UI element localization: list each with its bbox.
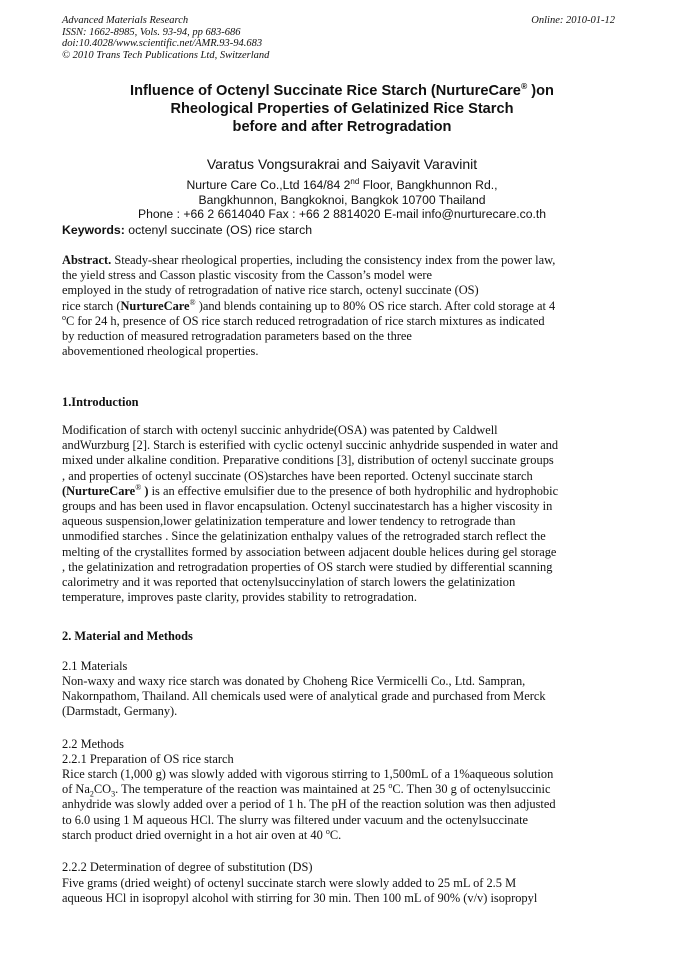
degree-sup: o	[325, 826, 330, 836]
preparation-line: to 6.0 using 1 M aqueous HCl. The slurry was filtered under vacuum and the octenylsuccinate	[62, 812, 529, 827]
copyright-line: © 2010 Trans Tech Publications Ltd, Switzerland	[62, 49, 270, 61]
abstract-line: by reduction of measured retrogradation parameters based on the three	[62, 329, 412, 344]
section-heading-introduction: 1.Introduction	[62, 395, 139, 409]
abstract-line	[62, 314, 614, 329]
abstract-text: C for 24 h, presence of OS rice starch reduced retrogradation of rice starch mixtures as indicated	[66, 313, 545, 328]
intro-line: temperature, improves paste clarity, provides stability to retrogradation.	[62, 590, 417, 605]
online-date: Online: 2010-01-12	[531, 15, 615, 26]
abstract-line: the yield stress and Casson plastic viscosity from the Casson’s model were	[62, 268, 432, 283]
product-name: (NurtureCare	[62, 483, 136, 498]
materials-line: Nakornpathom, Thailand. All chemicals used were of analytical grade and purchased from Merck	[62, 689, 546, 704]
materials-line: (Darmstadt, Germany).	[62, 704, 178, 719]
affiliation-line-2: Bangkhunnon, Bangkoknoi, Bangkok 10700 Thailand	[198, 192, 486, 207]
issn-line: ISSN: 1662-8985, Vols. 93-94, pp 683-686	[62, 26, 241, 38]
abstract-line: abovementioned rheological properties.	[62, 344, 259, 359]
ds-line: aqueous HCl in isopropyl alcohol with stirring for 30 min. Then 100 mL of 90% (v/v) isopropyl	[62, 891, 538, 906]
subscript: 3	[111, 789, 116, 799]
intro-text: is an effective emulsifier due to the presence of both hydrophilic and hydrophobic	[148, 483, 559, 498]
registered-mark: ®	[135, 482, 142, 492]
doi-line: doi:10.4028/www.scientific.net/AMR.93-94.683	[62, 38, 263, 50]
abstract	[62, 253, 614, 359]
subsection-heading-methods: 2.2 Methods	[62, 737, 124, 751]
preparation-text: C.	[329, 827, 342, 842]
preparation-text: . The temperature of the reaction was maintained at 25	[115, 782, 389, 797]
subsection-heading-materials: 2.1 Materials	[62, 659, 128, 673]
preparation-line: Rice starch (1,000 g) was slowly added with vigorous stirring to 1,500mL of a 1%aqueous solution	[62, 767, 554, 781]
intro-line: , the gelatinization and retrogradation properties of OS starch were studied by differential scanning	[62, 559, 553, 574]
degree-sup: o	[62, 312, 66, 322]
journal-name: Advanced Materials Research	[62, 15, 189, 26]
intro-line: , and properties of octenyl succinate (OS)starches have been reported. Octenyl succinate starch	[62, 468, 533, 483]
product-name-end: )	[141, 483, 149, 498]
preparation-text: of Na	[62, 782, 90, 797]
subscript: 2	[89, 789, 94, 799]
intro-line: Modification of starch with octenyl succinic anhydride(OSA) was patented by Caldwell	[62, 423, 498, 437]
degree-sup: o	[388, 781, 393, 791]
preparation-text: C. Then 30 g of octenylsuccinic	[392, 782, 551, 797]
title-line-3: before and after Retrogradation	[232, 119, 452, 135]
subsection-heading-preparation: 2.2.1 Preparation of OS rice starch	[62, 752, 234, 766]
abstract-line	[62, 299, 614, 314]
abstract-text: Steady-shear rheological properties, including the consistency index from the power law,	[111, 253, 556, 267]
registered-mark: ®	[520, 81, 528, 92]
materials-line: Non-waxy and waxy rice starch was donated by Choheng Rice Vermicelli Co., Ltd. Sampran,	[62, 674, 526, 688]
intro-line: calorimetry and it was reported that octenylsuccinylation of starch lowers the gelatinization	[62, 575, 516, 590]
preparation-text	[62, 767, 614, 843]
introduction-text	[62, 423, 614, 605]
section-heading-methods: 2. Material and Methods	[62, 629, 193, 643]
intro-line	[62, 484, 614, 499]
product-name: NurtureCare	[120, 298, 190, 313]
title-line-2: Rheological Properties of Gelatinized Rice Starch	[170, 101, 514, 117]
intro-line: aqueous suspension,lower gelatinization temperature and lower tendency to retrograde than	[62, 514, 516, 529]
intro-line: melting of the crystallites formed by association between adjacent double helices during gel storage	[62, 544, 557, 559]
title-line-1-end: )on	[527, 83, 554, 99]
intro-line: groups and has been used in flavor encapsulation. Octenyl succinatestarch has a higher viscosity in	[62, 499, 553, 514]
preparation-line	[62, 782, 614, 797]
title-line-1: Influence of Octenyl Succinate Rice Starch (NurtureCare	[130, 83, 521, 99]
ds-text	[62, 876, 614, 906]
abstract-text: )and blends containing up to 80% OS rice starch. After cold storage at 4	[195, 298, 556, 313]
affiliation-line-1: Nurture Care Co.,Ltd 164/84 2	[186, 178, 351, 192]
keywords-text: octenyl succinate (OS) rice starch	[124, 223, 313, 237]
ds-line: Five grams (dried weight) of octenyl succinate starch were slowly added to 25 mL of 2.5 M	[62, 876, 517, 890]
preparation-line: anhydride was slowly added over a period of 1 h. The pH of the reaction solution was then adjusted	[62, 797, 556, 812]
intro-line: andWurzburg [2]. Starch is esterified with cyclic octenyl succinic anhydride suspended in water and	[62, 438, 559, 453]
preparation-line	[62, 828, 614, 843]
keywords	[62, 223, 312, 237]
intro-line: unmodified starches . Since the gelatinization enthalpy values of the retrograded starch reflect the	[62, 529, 546, 544]
subsection-heading-ds: 2.2.2 Determination of degree of substitution (DS)	[62, 860, 313, 874]
materials-text	[62, 674, 614, 720]
journal-header	[62, 15, 269, 61]
intro-line: mixed under alkaline condition. Preparative conditions [3], distribution of octenyl succinate groups	[62, 453, 554, 468]
affiliation-line-1-end: Floor, Bangkhunnon Rd.,	[359, 178, 498, 192]
abstract-label: Abstract.	[62, 253, 112, 267]
abstract-line: employed in the study of retrogradation of native rice starch, octenyl succinate (OS)	[62, 283, 479, 298]
registered-mark: ®	[189, 297, 196, 307]
abstract-text: rice starch (	[62, 298, 121, 313]
abstract-line	[62, 253, 614, 268]
paper-title	[62, 82, 622, 136]
preparation-text: CO	[93, 782, 112, 797]
preparation-text: starch product dried overnight in a hot air oven at 40	[62, 827, 326, 842]
authors: Varatus Vongsurakrai and Saiyavit Varavinit	[206, 156, 478, 172]
ordinal-sup: nd	[350, 176, 360, 186]
contact-line: Phone : +66 2 6614040 Fax : +66 2 8814020 E-mail info@nurturecare.co.th	[137, 207, 547, 222]
affiliation	[62, 178, 622, 222]
keywords-label: Keywords:	[62, 223, 125, 237]
